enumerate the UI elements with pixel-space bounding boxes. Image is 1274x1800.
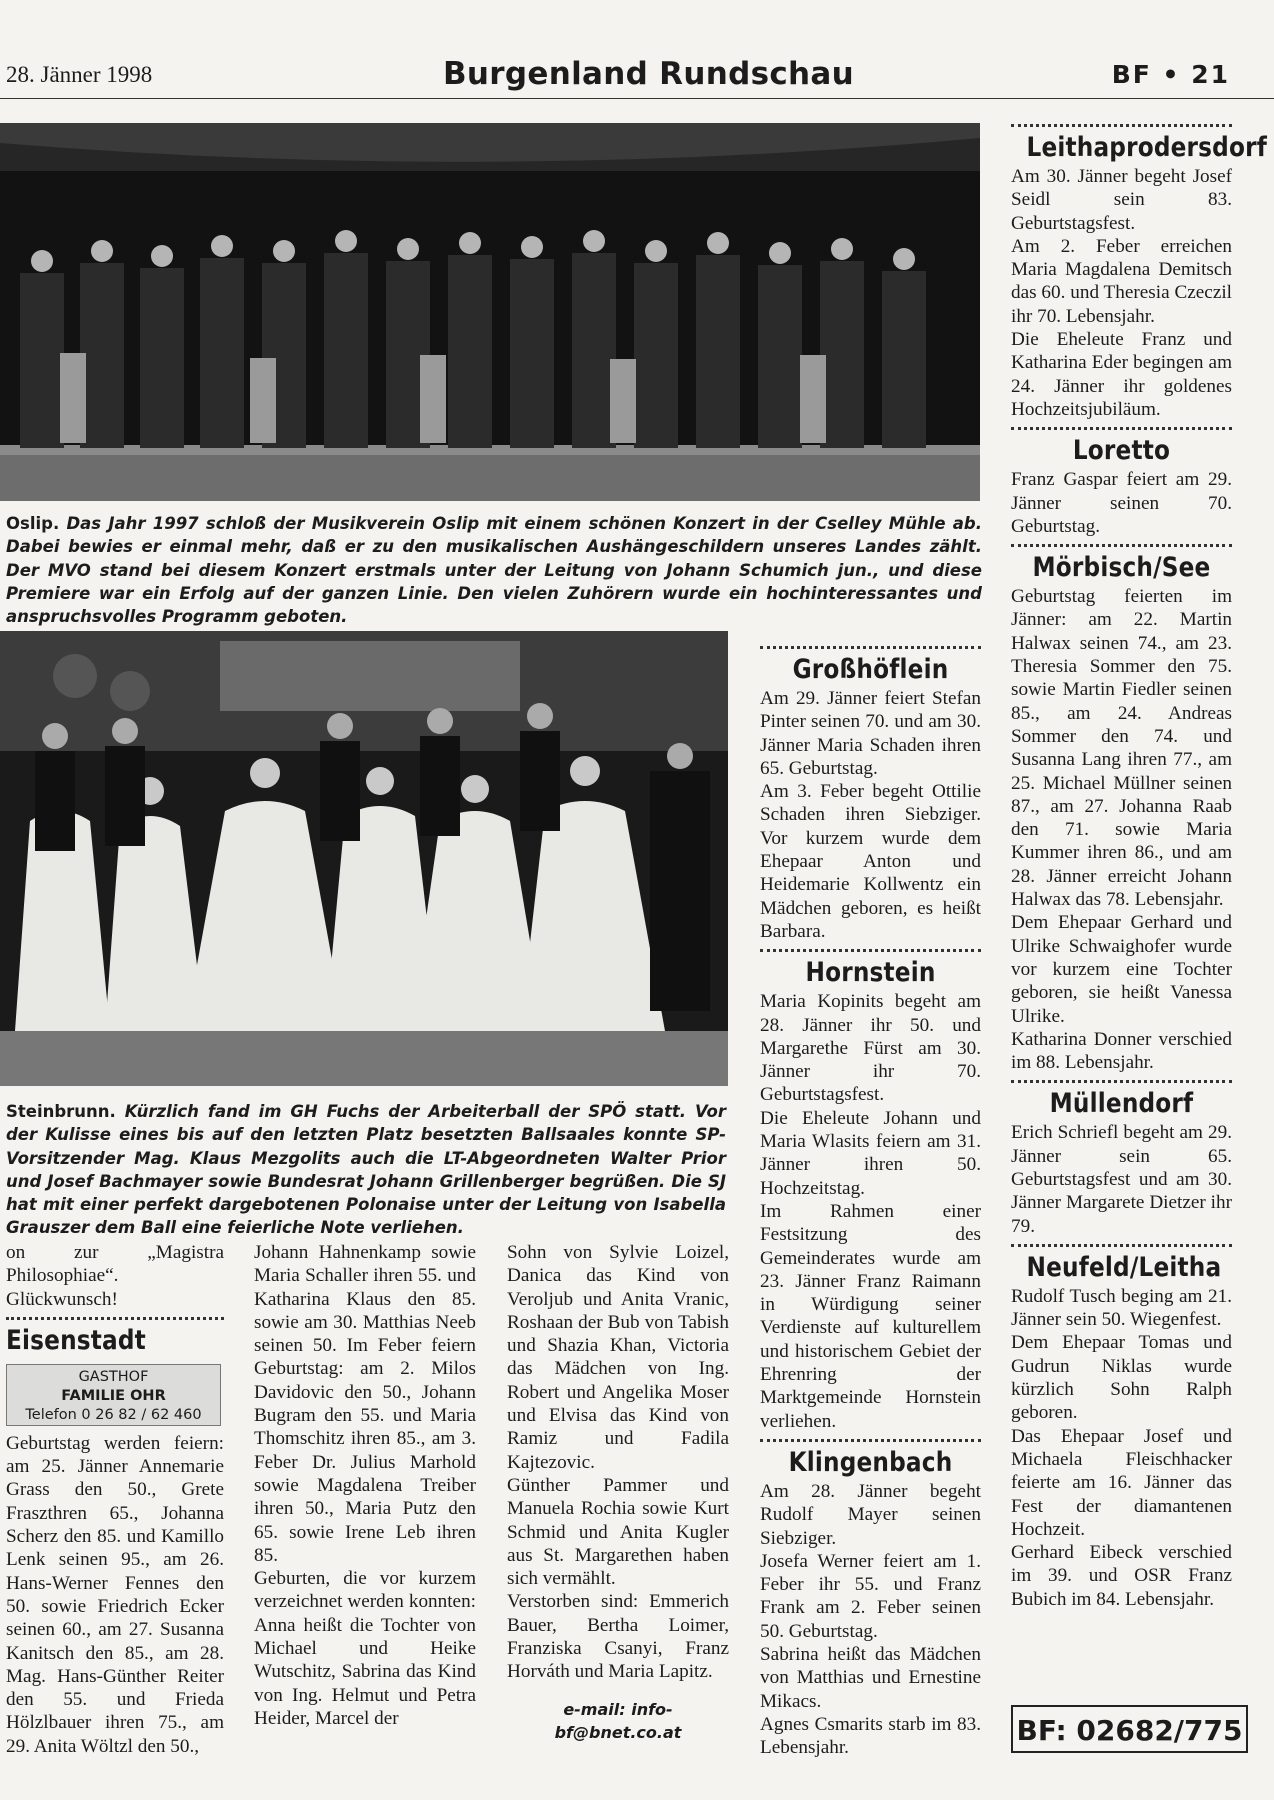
column-2	[254, 1241, 476, 1730]
orchestra-caption	[6, 512, 982, 628]
article-text: Agnes Csmarits starb im 83. Lebensjahr.	[760, 1713, 981, 1759]
gasthof-ad	[6, 1364, 221, 1426]
article-text: Am 2. Feber erreichen Maria Magdalena Demitsch das 60. und Theresia Czeczil ihr 70. Lebensjahr.	[1011, 235, 1232, 327]
article-text: Am 29. Jänner feiert Stefan Pinter seinen 70. und am 30. Jänner Maria Schaden ihren 65. Geburtstag.	[760, 688, 981, 779]
divider	[1011, 1244, 1232, 1247]
ad-line: GASTHOF	[78, 1368, 149, 1385]
article-text: Die Eheleute Franz und Katharina Eder begingen am 24. Jänner ihr goldenes Hochzeitsjubiläum.	[1011, 329, 1232, 420]
section-title-klingenbach: Klingenbach	[788, 1446, 953, 1478]
article-text: Erich Schriefl begeht am 29. Jänner sein 65. Geburtstagsfest und am 30. Jänner Margarete Dietzer ihr 79.	[1011, 1122, 1232, 1237]
page-header	[0, 56, 1274, 99]
article-text: Franz Gaspar feiert am 29. Jänner seinen 70. Geburtstag.	[1011, 469, 1232, 537]
column-3	[507, 1241, 729, 1744]
section-title-moerbisch: Mörbisch/See	[1032, 552, 1211, 584]
ball-caption	[6, 1100, 726, 1240]
section-title-muellendorf: Müllendorf	[1049, 1088, 1194, 1120]
caption-lead: Steinbrunn.	[6, 1102, 116, 1121]
article-text: Dem Ehepaar Tomas und Gudrun Niklas wurde kürzlich Sohn Ralph geboren.	[1011, 1332, 1232, 1424]
orchestra-photo	[0, 123, 980, 501]
column-5	[1011, 118, 1268, 1611]
article-text: Im Rahmen einer Festsitzung des Gemeinderates wurde am 23. Jänner Franz Raimann in Würdigung seiner Verdienste auf kulturellem und historischem Gebiet der Ehrenring der Marktgemeinde Hornstein verliehen.	[760, 1200, 981, 1432]
phone-box: BF: 02682/775	[1011, 1705, 1248, 1753]
article-text: Verstorben sind: Emmerich Bauer, Bertha Loimer, Franziska Csanyi, Franz Horváth und Maria Lapitz.	[507, 1591, 729, 1683]
section-title-loretto: Loretto	[1072, 435, 1171, 467]
column-eisenstadt	[6, 1241, 224, 1758]
divider	[1011, 124, 1232, 127]
article-text: Gerhard Eibeck verschied im 39. und OSR Franz Bubich im 84. Lebensjahr.	[1011, 1542, 1232, 1610]
divider	[1011, 544, 1232, 547]
email-contact: e-mail: info-bf@bnet.co.at	[554, 1699, 682, 1742]
intro-text: on zur „Magistra Philosophiae“. Glückwunsch!	[6, 1242, 224, 1310]
section-title-leithaprodersdorf: Leithaprodersdorf	[1026, 132, 1268, 163]
article-text: Geburtstag werden feiern: am 25. Jänner Annemarie Grass den 50., Grete Fraszthren 65., Johanna Scherz den 85. und Kamillo Lenk seinen 95., am 26. Hans-Werner Fennes den 50. sowie Friedrich Ecker seinen 60., am 27. Susanna Kanitsch den 85., am 28. Mag. Hans-Günther Reiter den 55. und Frieda Hölzlbauer ihren 75., am 29. Anita Wöltzl den 50.,	[6, 1432, 224, 1757]
divider	[760, 949, 981, 952]
divider	[760, 646, 981, 649]
divider	[760, 1439, 981, 1442]
section-title-hornstein: Hornstein	[805, 957, 936, 989]
article-text: Sabrina heißt das Mädchen von Matthias und Ernestine Mikacs.	[760, 1643, 981, 1712]
ball-photo	[0, 631, 728, 1086]
article-text: Johann Hahnenkamp sowie Maria Schaller ihren 55. und Katharina Klaus den 85. sowie am 30. Matthias Neeb seinen 50. Im Feber feiern Geburtstag: am 2. Milos Davidovic den 50., Johann Bugram den 55. und Maria Thomschitz ihren 85., am 3. Feber Dr. Julius Marhold sowie Magdalena Treiber ihren 50., Maria Putz den 65. sowie Irene Leb ihren 85.	[254, 1242, 476, 1566]
section-title-eisenstadt: Eisenstadt	[6, 1324, 146, 1356]
divider	[1011, 427, 1232, 430]
article-text: Am 3. Feber begeht Ottilie Schaden ihren Siebziger. Vor kurzem wurde dem Ehepaar Anton und Heidemarie Kollwentz ein Mädchen geboren, es heißt Barbara.	[760, 781, 981, 942]
article-text: Günther Pammer und Manuela Rochia sowie Kurt Schmid und Anita Kugler aus St. Margarethen haben sich vermählt.	[507, 1474, 729, 1590]
caption-lead: Oslip.	[6, 514, 60, 533]
section-title-grosshoeflein: Großhöflein	[792, 654, 949, 685]
article-text: Geburtstag feierten im Jänner: am 22. Martin Halwax seinen 74., am 23. Theresia Sommer den 75. sowie Martin Fiedler seinen 85., am 24. Andreas Sommer den 74. und Susanna Lang ihren 77., am 25. Michael Müllner seinen 87., am 27. Johanna Raab den 71. sowie Maria Kummer ihren 86., und am 28. Jänner erreicht Johann Halwax das 78. Lebensjahr.	[1011, 586, 1232, 911]
article-text: Dem Ehepaar Gerhard und Ulrike Schwaighofer wurde vor kurzem eine Tochter geboren, sie heißt Vanessa Ulrike.	[1011, 912, 1232, 1027]
article-text: Rudolf Tusch beging am 21. Jänner sein 50. Wiegenfest.	[1011, 1285, 1232, 1331]
divider	[6, 1317, 224, 1320]
newspaper-title: Burgenland Rundschau	[443, 56, 854, 92]
section-title-neufeld: Neufeld/Leitha	[1026, 1251, 1222, 1283]
article-text: Am 30. Jänner begeht Josef Seidl sein 83. Geburtstagsfest.	[1011, 166, 1232, 234]
caption-text: Das Jahr 1997 schloß der Musikverein Oslip mit einem schönen Konzert in der Cselley Mühle ab. Dabei bewies er einmal mehr, daß er zu den musikalischen Aushängeschildern unseres Landes zählt. Der MVO stand bei diesem Konzert erstmals unter der Leitung von Johann Schumich jun., und diese Premiere war ein Erfolg auf der ganzen Linie. Den vielen Zuhörern wurde ein hochinteressantes und anspruchsvolles Programm geboten.	[6, 514, 982, 627]
article-text: Josefa Werner feiert am 1. Feber ihr 55. und Franz Frank am 2. Feber seinen 50. Geburtstag.	[760, 1550, 981, 1642]
article-text: Sohn von Sylvie Loizel, Danica das Kind von Veroljub und Anita Vranic, Roshaan der Bub von Tabish und Shazia Khan, Victoria das Mädchen von Ing. Robert und Angelika Moser und Elvisa das Kind von Ramiz und Fadila Kajtezovic.	[507, 1242, 729, 1473]
page-number: BF • 21	[1111, 60, 1230, 89]
article-text: Maria Kopinits begeht am 28. Jänner ihr 50. und Margarethe Fürst am 30. Jänner ihr 70. Geburtstagsfest.	[760, 991, 981, 1106]
article-text: Katharina Donner verschied im 88. Lebensjahr.	[1011, 1028, 1232, 1074]
article-text: Die Eheleute Johann und Maria Wlasits feiern am 31. Jänner ihren 50. Hochzeitstag.	[760, 1107, 981, 1199]
divider	[1011, 1080, 1232, 1083]
caption-text: Kürzlich fand im GH Fuchs der Arbeiterball der SPÖ statt. Vor der Kulisse eines bis auf den letzten Platz besetzten Ballsaales konnte SP-Vorsitzender Mag. Klaus Mezgolits auch die LT-Abgeordneten Walter Prior und Josef Bachmayer sowie Bundesrat Johann Grillenberger begrüßen. Die SJ hat mit einer perfekt dargebotenen Polonaise unter der Leitung von Isabella Grauszer dem Ball eine feierliche Note verliehen.	[6, 1102, 726, 1238]
ad-line: FAMILIE OHR	[61, 1387, 166, 1404]
column-4	[760, 640, 981, 1759]
ad-line: Telefon 0 26 82 / 62 460	[25, 1406, 202, 1423]
article-text: Am 28. Jänner begeht Rudolf Mayer seinen Siebziger.	[760, 1480, 981, 1549]
article-text: Das Ehepaar Josef und Michaela Fleischhacker feierte am 16. Jänner das Fest der diamantenen Hochzeit.	[1011, 1425, 1232, 1540]
issue-date: 28. Jänner 1998	[6, 62, 153, 87]
article-text: Geburten, die vor kurzem verzeichnet werden konnten: Anna heißt die Tochter von Michael und Heike Wutschitz, Sabrina das Kind von Ing. Helmut und Petra Heider, Marcel der	[254, 1568, 476, 1729]
